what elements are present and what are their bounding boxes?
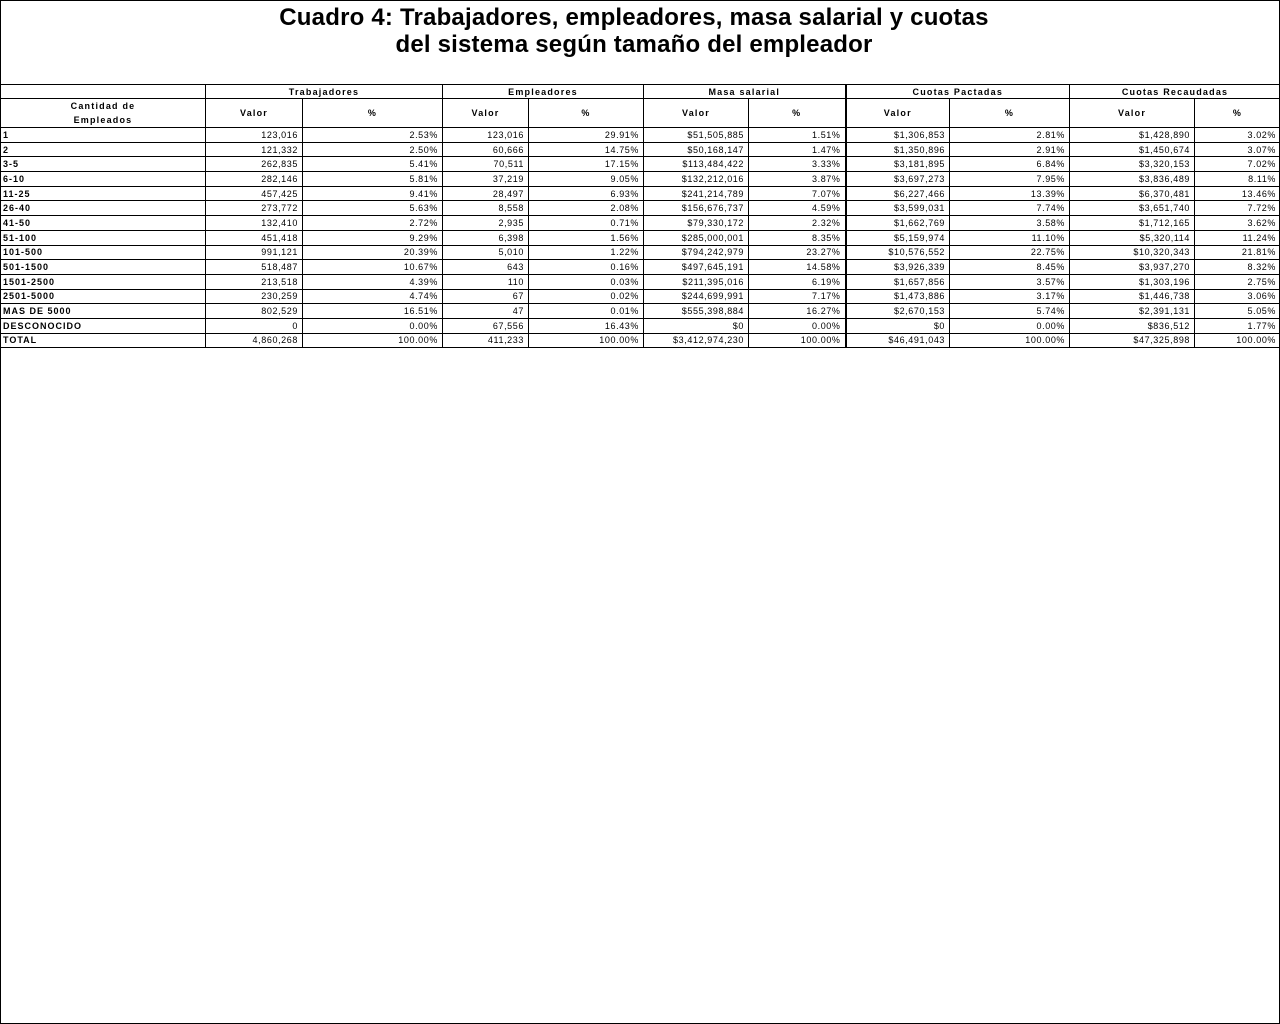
sub-header-valor: Valor <box>846 99 950 128</box>
value-cell: 70,511 <box>443 157 529 172</box>
percent-cell: 0.03% <box>529 274 644 289</box>
sub-header-valor: Valor <box>1070 99 1195 128</box>
row-label: 11-25 <box>1 186 206 201</box>
percent-cell: 100.00% <box>1195 333 1280 348</box>
percent-cell: 3.17% <box>950 289 1070 304</box>
value-cell: $6,370,481 <box>1070 186 1195 201</box>
percent-cell: 100.00% <box>529 333 644 348</box>
row-label: 101-500 <box>1 245 206 260</box>
sub-header-valor: Valor <box>206 99 303 128</box>
percent-cell: 0.16% <box>529 260 644 275</box>
value-cell: 451,418 <box>206 230 303 245</box>
value-cell: 230,259 <box>206 289 303 304</box>
percent-cell: 2.72% <box>303 216 443 231</box>
percent-cell: 0.00% <box>303 318 443 333</box>
percent-cell: 2.08% <box>529 201 644 216</box>
row-label: 2 <box>1 142 206 157</box>
percent-cell: 13.46% <box>1195 186 1280 201</box>
percent-cell: 16.43% <box>529 318 644 333</box>
row-label: 2501-5000 <box>1 289 206 304</box>
percent-cell: 1.47% <box>749 142 846 157</box>
sub-header-pct: % <box>303 99 443 128</box>
value-cell: 282,146 <box>206 172 303 187</box>
percent-cell: 2.50% <box>303 142 443 157</box>
value-cell: $5,159,974 <box>846 230 950 245</box>
value-cell: 262,835 <box>206 157 303 172</box>
percent-cell: 10.67% <box>303 260 443 275</box>
value-cell: $497,645,191 <box>644 260 749 275</box>
percent-cell: 16.27% <box>749 304 846 319</box>
value-cell: 273,772 <box>206 201 303 216</box>
percent-cell: 3.02% <box>1195 128 1280 143</box>
percent-cell: 1.51% <box>749 128 846 143</box>
group-header-cuotas-recaudadas: Cuotas Recaudadas <box>1070 85 1280 99</box>
value-cell: $10,576,552 <box>846 245 950 260</box>
table-row <box>1 157 1280 172</box>
value-cell: 123,016 <box>443 128 529 143</box>
value-cell: $244,699,991 <box>644 289 749 304</box>
value-cell: $211,395,016 <box>644 274 749 289</box>
value-cell: $3,412,974,230 <box>644 333 749 348</box>
table-row-total <box>1 333 1280 348</box>
value-cell: 67 <box>443 289 529 304</box>
percent-cell: 5.74% <box>950 304 1070 319</box>
table-row <box>1 172 1280 187</box>
percent-cell: 2.91% <box>950 142 1070 157</box>
percent-cell: 11.10% <box>950 230 1070 245</box>
percent-cell: 4.74% <box>303 289 443 304</box>
percent-cell: 0.00% <box>749 318 846 333</box>
value-cell: 60,666 <box>443 142 529 157</box>
sub-header-pct: % <box>529 99 644 128</box>
value-cell: 643 <box>443 260 529 275</box>
percent-cell: 8.45% <box>950 260 1070 275</box>
table-body <box>1 128 1280 348</box>
value-cell: 457,425 <box>206 186 303 201</box>
value-cell: $156,676,737 <box>644 201 749 216</box>
group-header-cuotas-pactadas: Cuotas Pactadas <box>846 85 1070 99</box>
row-label: 51-100 <box>1 230 206 245</box>
table-row <box>1 260 1280 275</box>
value-cell: $51,505,885 <box>644 128 749 143</box>
value-cell: $285,000,001 <box>644 230 749 245</box>
value-cell: 518,487 <box>206 260 303 275</box>
percent-cell: 8.32% <box>1195 260 1280 275</box>
percent-cell: 11.24% <box>1195 230 1280 245</box>
value-cell: $3,926,339 <box>846 260 950 275</box>
row-label: 6-10 <box>1 172 206 187</box>
table-row <box>1 304 1280 319</box>
value-cell: $50,168,147 <box>644 142 749 157</box>
value-cell: $0 <box>846 318 950 333</box>
value-cell: 4,860,268 <box>206 333 303 348</box>
value-cell: $1,450,674 <box>1070 142 1195 157</box>
percent-cell: 3.62% <box>1195 216 1280 231</box>
value-cell: $1,306,853 <box>846 128 950 143</box>
value-cell: $5,320,114 <box>1070 230 1195 245</box>
value-cell: $2,391,131 <box>1070 304 1195 319</box>
percent-cell: 2.32% <box>749 216 846 231</box>
value-cell: 110 <box>443 274 529 289</box>
percent-cell: 14.58% <box>749 260 846 275</box>
value-cell: $1,303,196 <box>1070 274 1195 289</box>
row-label: DESCONOCIDO <box>1 318 206 333</box>
value-cell: 28,497 <box>443 186 529 201</box>
value-cell: $1,350,896 <box>846 142 950 157</box>
value-cell: $3,320,153 <box>1070 157 1195 172</box>
sub-header-row <box>1 99 1280 128</box>
percent-cell: 4.39% <box>303 274 443 289</box>
percent-cell: 9.05% <box>529 172 644 187</box>
value-cell: $3,651,740 <box>1070 201 1195 216</box>
row-label: TOTAL <box>1 333 206 348</box>
percent-cell: 8.11% <box>1195 172 1280 187</box>
value-cell: 991,121 <box>206 245 303 260</box>
value-cell: 5,010 <box>443 245 529 260</box>
value-cell: $3,836,489 <box>1070 172 1195 187</box>
title-line-2: del sistema según tamaño del empleador <box>395 31 873 58</box>
percent-cell: 6.84% <box>950 157 1070 172</box>
percent-cell: 1.22% <box>529 245 644 260</box>
value-cell: $2,670,153 <box>846 304 950 319</box>
percent-cell: 7.72% <box>1195 201 1280 216</box>
percent-cell: 3.07% <box>1195 142 1280 157</box>
value-cell: 213,518 <box>206 274 303 289</box>
value-cell: $3,697,273 <box>846 172 950 187</box>
value-cell: $132,212,016 <box>644 172 749 187</box>
table-row <box>1 318 1280 333</box>
table-row <box>1 186 1280 201</box>
blank-corner-cell <box>1 85 206 99</box>
sub-header-pct: % <box>749 99 846 128</box>
percent-cell: 3.06% <box>1195 289 1280 304</box>
percent-cell: 9.41% <box>303 186 443 201</box>
percent-cell: 2.53% <box>303 128 443 143</box>
percent-cell: 8.35% <box>749 230 846 245</box>
percent-cell: 13.39% <box>950 186 1070 201</box>
table-row <box>1 142 1280 157</box>
percent-cell: 23.27% <box>749 245 846 260</box>
group-header-masa-salarial: Masa salarial <box>644 85 846 99</box>
value-cell: $241,214,789 <box>644 186 749 201</box>
row-header-cantidad: Cantidad de Empleados <box>1 99 206 128</box>
title-block <box>0 4 1268 58</box>
value-cell: $3,937,270 <box>1070 260 1195 275</box>
percent-cell: 9.29% <box>303 230 443 245</box>
value-cell: $1,473,886 <box>846 289 950 304</box>
percent-cell: 2.75% <box>1195 274 1280 289</box>
group-header-row <box>1 85 1280 99</box>
percent-cell: 3.33% <box>749 157 846 172</box>
percent-cell: 7.02% <box>1195 157 1280 172</box>
percent-cell: 7.17% <box>749 289 846 304</box>
percent-cell: 17.15% <box>529 157 644 172</box>
percent-cell: 0.00% <box>950 318 1070 333</box>
value-cell: $6,227,466 <box>846 186 950 201</box>
percent-cell: 22.75% <box>950 245 1070 260</box>
percent-cell: 20.39% <box>303 245 443 260</box>
value-cell: 2,935 <box>443 216 529 231</box>
value-cell: $555,398,884 <box>644 304 749 319</box>
percent-cell: 3.87% <box>749 172 846 187</box>
percent-cell: 4.59% <box>749 201 846 216</box>
sub-header-pct: % <box>1195 99 1280 128</box>
row-label: MAS DE 5000 <box>1 304 206 319</box>
value-cell: $46,491,043 <box>846 333 950 348</box>
percent-cell: 0.71% <box>529 216 644 231</box>
value-cell: 123,016 <box>206 128 303 143</box>
percent-cell: 3.57% <box>950 274 1070 289</box>
value-cell: $1,657,856 <box>846 274 950 289</box>
percent-cell: 1.56% <box>529 230 644 245</box>
value-cell: $1,428,890 <box>1070 128 1195 143</box>
value-cell: $1,712,165 <box>1070 216 1195 231</box>
page-title <box>0 4 1268 58</box>
percent-cell: 7.07% <box>749 186 846 201</box>
table-row <box>1 216 1280 231</box>
value-cell: 8,558 <box>443 201 529 216</box>
table-row <box>1 274 1280 289</box>
value-cell: 802,529 <box>206 304 303 319</box>
value-cell: $79,330,172 <box>644 216 749 231</box>
percent-cell: 6.19% <box>749 274 846 289</box>
value-cell: 37,219 <box>443 172 529 187</box>
value-cell: $113,484,422 <box>644 157 749 172</box>
percent-cell: 21.81% <box>1195 245 1280 260</box>
percent-cell: 5.63% <box>303 201 443 216</box>
percent-cell: 16.51% <box>303 304 443 319</box>
value-cell: $1,662,769 <box>846 216 950 231</box>
group-header-empleadores: Empleadores <box>443 85 644 99</box>
table-row <box>1 230 1280 245</box>
percent-cell: 100.00% <box>749 333 846 348</box>
percent-cell: 100.00% <box>303 333 443 348</box>
table-row <box>1 289 1280 304</box>
value-cell: 47 <box>443 304 529 319</box>
percent-cell: 5.41% <box>303 157 443 172</box>
value-cell: $10,320,343 <box>1070 245 1195 260</box>
percent-cell: 6.93% <box>529 186 644 201</box>
value-cell: $3,181,895 <box>846 157 950 172</box>
value-cell: 6,398 <box>443 230 529 245</box>
row-label: 3-5 <box>1 157 206 172</box>
percent-cell: 7.74% <box>950 201 1070 216</box>
percent-cell: 0.01% <box>529 304 644 319</box>
value-cell: $836,512 <box>1070 318 1195 333</box>
table-header <box>1 85 1280 128</box>
row-label: 1 <box>1 128 206 143</box>
value-cell: $794,242,979 <box>644 245 749 260</box>
percent-cell: 3.58% <box>950 216 1070 231</box>
percent-cell: 29.91% <box>529 128 644 143</box>
percent-cell: 100.00% <box>950 333 1070 348</box>
percent-cell: 0.02% <box>529 289 644 304</box>
percent-cell: 7.95% <box>950 172 1070 187</box>
value-cell: 121,332 <box>206 142 303 157</box>
sub-header-pct: % <box>950 99 1070 128</box>
row-label: 26-40 <box>1 201 206 216</box>
table-row <box>1 128 1280 143</box>
group-header-trabajadores: Trabajadores <box>206 85 443 99</box>
table-row <box>1 245 1280 260</box>
title-line-1: Cuadro 4: Trabajadores, empleadores, masa salarial y cuotas <box>279 4 989 31</box>
percent-cell: 14.75% <box>529 142 644 157</box>
sub-header-valor: Valor <box>644 99 749 128</box>
value-cell: 411,233 <box>443 333 529 348</box>
data-table <box>0 84 1280 348</box>
percent-cell: 1.77% <box>1195 318 1280 333</box>
sub-header-valor: Valor <box>443 99 529 128</box>
row-label: 41-50 <box>1 216 206 231</box>
value-cell: 132,410 <box>206 216 303 231</box>
percent-cell: 2.81% <box>950 128 1070 143</box>
value-cell: 0 <box>206 318 303 333</box>
value-cell: $47,325,898 <box>1070 333 1195 348</box>
table-row <box>1 201 1280 216</box>
row-label: 501-1500 <box>1 260 206 275</box>
row-label: 1501-2500 <box>1 274 206 289</box>
value-cell: $3,599,031 <box>846 201 950 216</box>
value-cell: $1,446,738 <box>1070 289 1195 304</box>
value-cell: $0 <box>644 318 749 333</box>
percent-cell: 5.81% <box>303 172 443 187</box>
percent-cell: 5.05% <box>1195 304 1280 319</box>
value-cell: 67,556 <box>443 318 529 333</box>
